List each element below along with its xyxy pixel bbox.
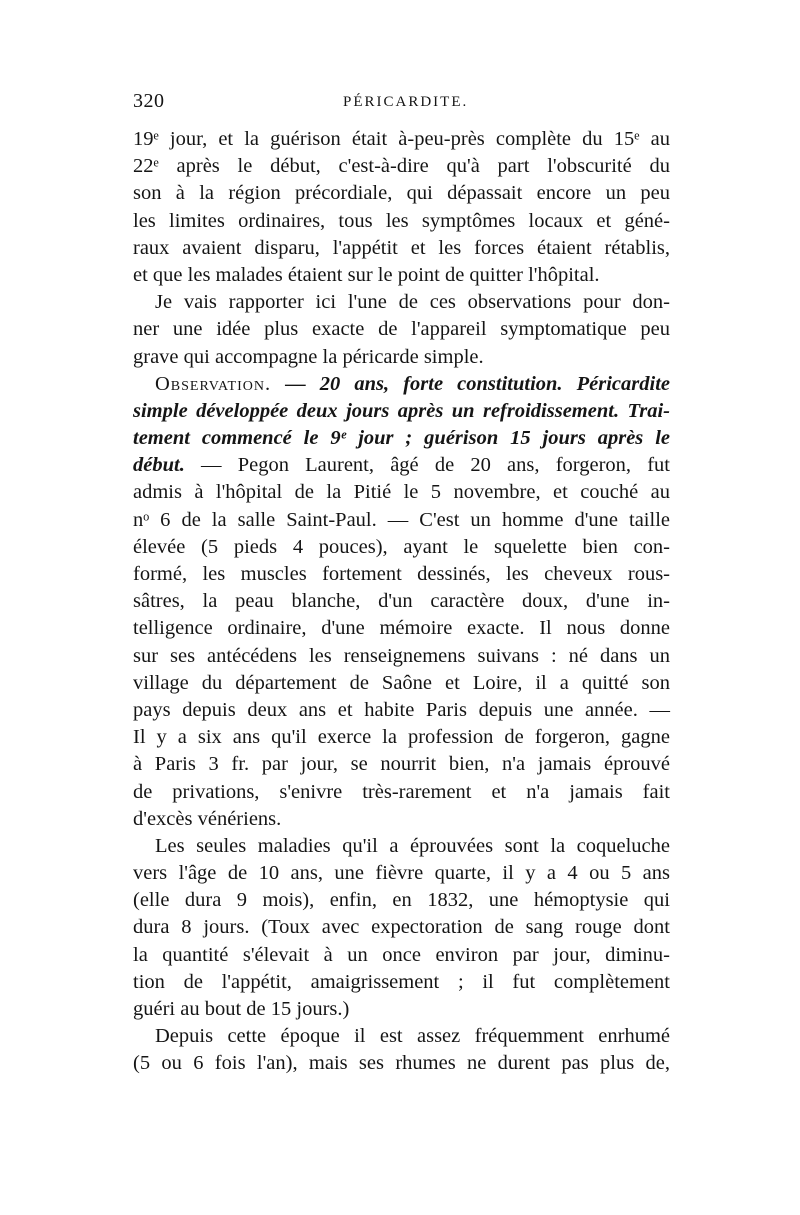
text-line: village du département de Saône et Loire, il a quitté son xyxy=(133,671,670,694)
text-line xyxy=(133,452,670,479)
observation-summary-line: simple développée deux jours après un refroidissement. Trai- xyxy=(133,399,670,422)
text-line: ner une idée plus exacte de l'appareil symptomatique peu xyxy=(133,318,670,341)
observation-body: — Pegon Laurent, âgé de 20 ans, forgeron, fut xyxy=(184,454,670,477)
text-line: formé, les muscles fortement dessinés, les cheveux rous- xyxy=(133,563,670,585)
text-line: (elle dura 9 mois), enfin, en 1832, une hémoptysie qui xyxy=(133,889,670,912)
text-line: grave qui accompagne la péricarde simple. xyxy=(133,345,484,368)
observation-heading-line xyxy=(133,371,670,398)
text-line: d'excès vénériens. xyxy=(133,807,282,830)
page-header xyxy=(133,88,671,118)
text-line: (5 ou 6 fois l'an), mais ses rhumes ne durent pas plus de, xyxy=(133,1052,670,1075)
body-text xyxy=(133,126,670,1078)
text-line: et que les malades étaient sur le point de quitter l'hôpital. xyxy=(133,263,600,286)
text-line: la quantité s'élevait à un once environ par jour, diminu- xyxy=(133,943,670,966)
text-line: pays depuis deux ans et habite Paris depuis une année. — xyxy=(133,698,670,721)
observation-summary-line: tement commencé le 9ᵉ jour ; guérison 15 jours après le xyxy=(133,427,670,450)
text-line: son à la région précordiale, qui dépassait encore un peu xyxy=(133,182,670,205)
text-line: admis à l'hôpital de la Pitié le 5 novembre, et couché au xyxy=(133,481,670,504)
text-line: Les seules maladies qu'il a éprouvées sont la coqueluche xyxy=(155,834,670,857)
observation-label: Observation. xyxy=(155,372,272,395)
text-line: tion de l'appétit, amaigrissement ; il fut complètement xyxy=(133,970,670,993)
text-line: Je vais rapporter ici l'une de ces observations pour don- xyxy=(155,291,670,314)
text-line: 22ᵉ après le début, c'est-à-dire qu'à part l'obscurité du xyxy=(133,155,670,178)
text-line: Il y a six ans qu'il exerce la profession de forgeron, gagne xyxy=(133,726,670,749)
text-line: à Paris 3 fr. par jour, se nourrit bien, n'a jamais éprouvé xyxy=(133,753,670,776)
text-line: les limites ordinaires, tous les symptômes locaux et géné- xyxy=(133,209,670,232)
observation-summary-end: début. xyxy=(133,454,185,477)
text-line: de privations, s'enivre très-rarement et n'a jamais fait xyxy=(133,780,670,803)
text-line: guéri au bout de 15 jours.) xyxy=(133,998,350,1020)
page-number: 320 xyxy=(133,90,165,112)
running-title: PÉRICARDITE. xyxy=(343,94,469,110)
observation-summary: — 20 ans, forte constitution. Péricardite xyxy=(271,372,670,395)
text-line: élevée (5 pieds 4 pouces), ayant le squelette bien con- xyxy=(133,535,670,558)
text-line: vers l'âge de 10 ans, une fièvre quarte, il y a 4 ou 5 ans xyxy=(133,862,670,885)
text-line: dura 8 jours. (Toux avec expectoration de sang rouge dont xyxy=(133,916,670,939)
text-line: sâtres, la peau blanche, d'un caractère doux, d'une in- xyxy=(133,590,670,613)
text-line: sur ses antécédens les renseignemens suivans : né dans un xyxy=(133,644,670,667)
text-line: 19ᵉ jour, et la guérison était à-peu-près complète du 15ᵉ au xyxy=(133,128,670,150)
text-line: telligence ordinaire, d'une mémoire exacte. Il nous donne xyxy=(133,617,670,640)
text-line: nᵒ 6 de la salle Saint-Paul. — C'est un homme d'une taille xyxy=(133,508,670,531)
text-line: raux avaient disparu, l'appétit et les forces étaient rétablis, xyxy=(133,236,670,259)
text-line: Depuis cette époque il est assez fréquemment enrhumé xyxy=(155,1025,670,1048)
